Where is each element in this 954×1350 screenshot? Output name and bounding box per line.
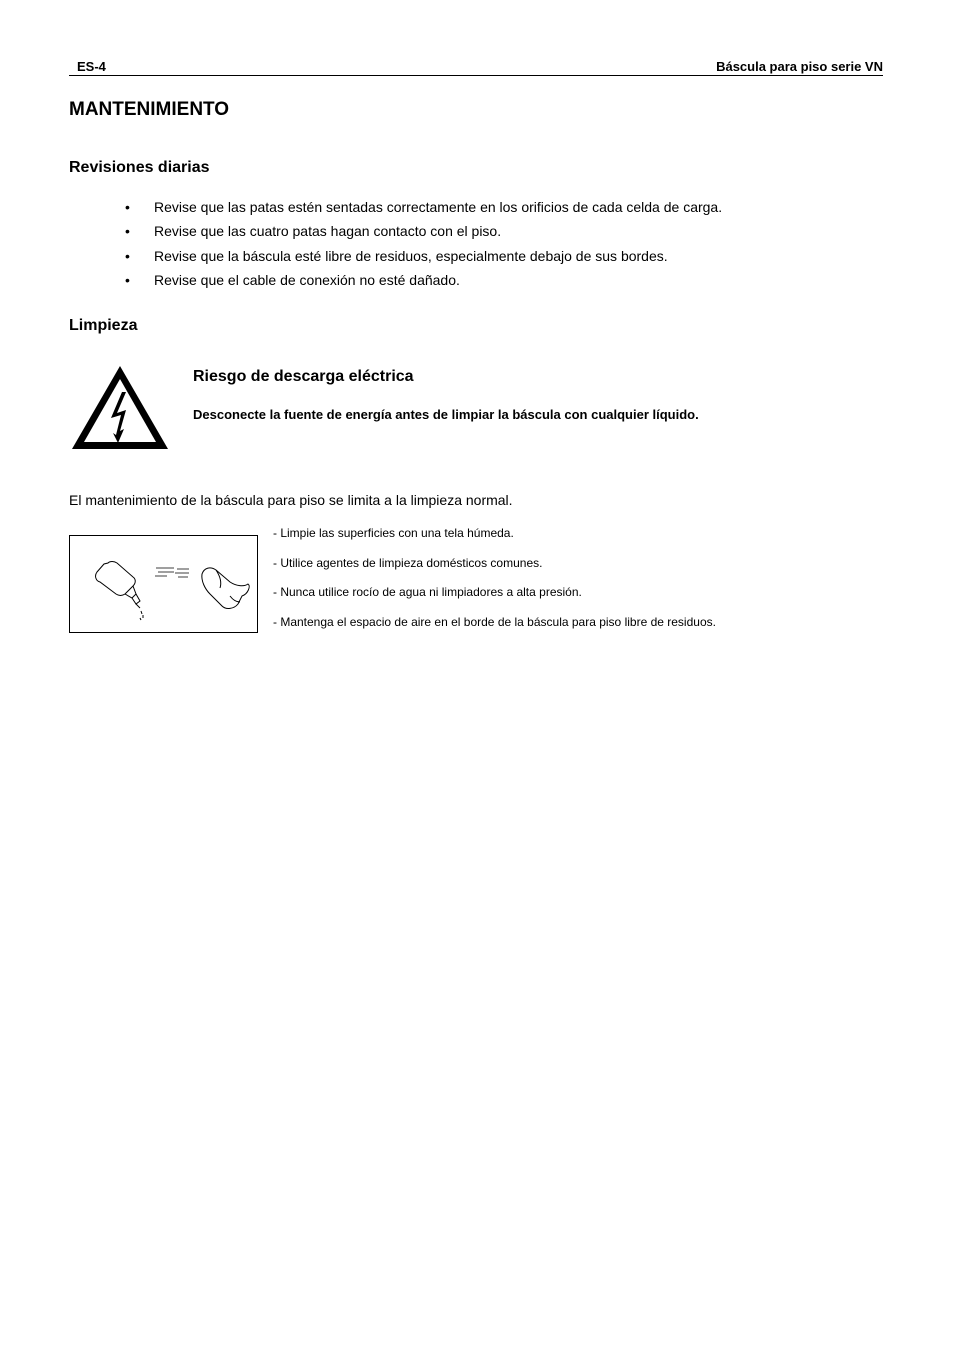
list-item-text: Revise que el cable de conexión no esté dañado. bbox=[154, 271, 460, 288]
page-header bbox=[69, 58, 883, 76]
daily-checks-list bbox=[125, 199, 722, 296]
bullet-icon: • bbox=[125, 199, 130, 215]
section-heading-cleaning: Limpieza bbox=[69, 317, 138, 334]
list-item-text: Revise que las patas estén sentadas correctamente en los orificios de cada celda de carga. bbox=[154, 199, 723, 215]
list-item-text: Revise que la báscula esté libre de residuos, especialmente debajo de sus bordes. bbox=[154, 247, 668, 264]
cleaning-bottle-cloth-icon bbox=[69, 535, 258, 633]
section-heading-daily-checks: Revisiones diarias bbox=[69, 159, 210, 176]
list-item: - Mantenga el espacio de aire en el borde de la báscula para piso libre de residuos. bbox=[273, 615, 716, 630]
list-item: - Nunca utilice rocío de agua ni limpiadores a alta presión. bbox=[273, 585, 582, 600]
electric-shock-warning-icon bbox=[69, 363, 171, 452]
list-item bbox=[125, 199, 722, 223]
page-number: ES-4 bbox=[77, 59, 106, 74]
list-item bbox=[125, 223, 722, 247]
bullet-icon: • bbox=[125, 223, 130, 240]
document-title: Báscula para piso serie VN bbox=[716, 59, 883, 74]
list-item bbox=[125, 248, 722, 272]
bullet-icon: • bbox=[125, 247, 130, 264]
warning-text: Desconecte la fuente de energía antes de limpiar la báscula con cualquier líquido. bbox=[193, 407, 699, 422]
list-item: - Utilice agentes de limpieza domésticos comunes. bbox=[273, 555, 543, 570]
cleaning-intro: El mantenimiento de la báscula para piso se limita a la limpieza normal. bbox=[69, 492, 513, 508]
list-item: - Limpie las superficies con una tela húmeda. bbox=[273, 526, 514, 540]
cleaning-instructions-list bbox=[273, 525, 716, 644]
bullet-icon: • bbox=[125, 271, 130, 288]
list-item bbox=[125, 272, 722, 296]
warning-title: Riesgo de descarga eléctrica bbox=[193, 368, 414, 385]
list-item-text: Revise que las cuatro patas hagan contacto con el piso. bbox=[154, 223, 502, 240]
page-title: MANTENIMIENTO bbox=[69, 99, 230, 120]
